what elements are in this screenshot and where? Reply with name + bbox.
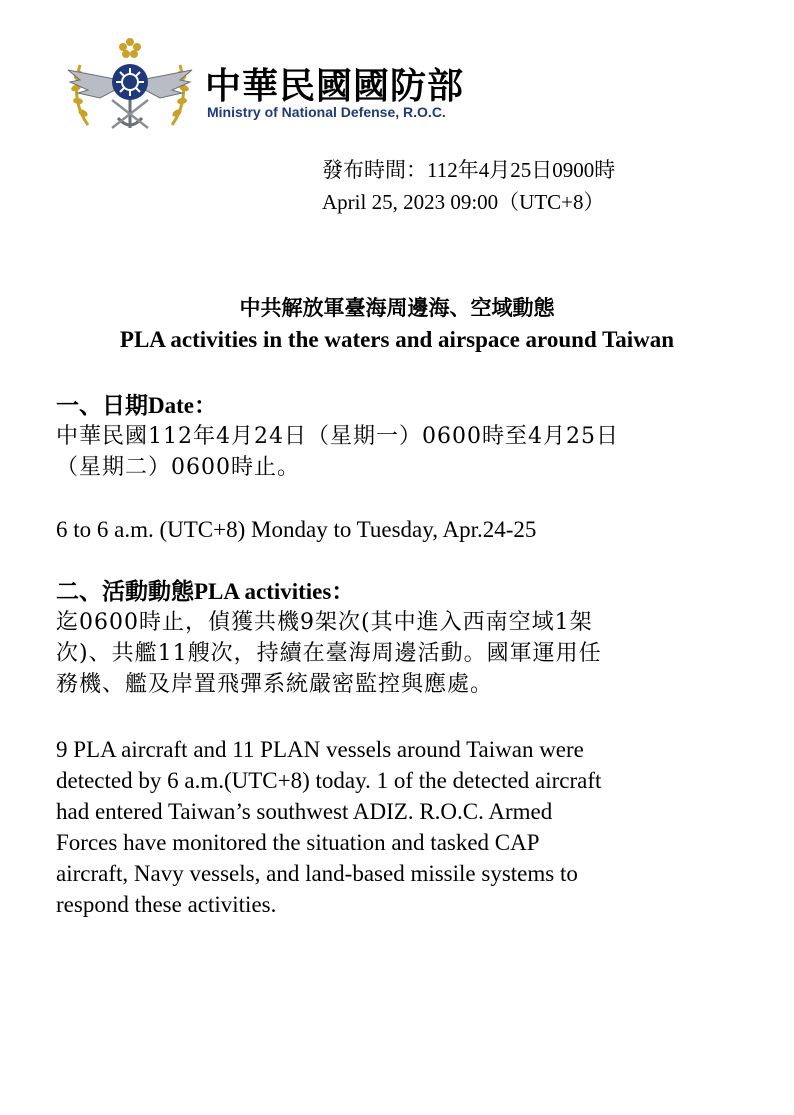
date-en-line: 6 to 6 a.m. (UTC+8) Monday to Tuesday, Apr.24-25: [56, 517, 537, 542]
date-section: [56, 390, 619, 483]
title-zh: 中共解放軍臺海周邊海、空域動態: [239, 295, 555, 320]
activity-en-line: 9 PLA aircraft and 11 PLAN vessels around Taiwan were: [56, 737, 584, 762]
activity-en: [56, 734, 601, 920]
date-heading: 一、日期Date：: [56, 393, 217, 418]
activity-section: [56, 576, 602, 700]
activity-en-line: respond these activities.: [56, 892, 277, 917]
activity-zh-line: 迄0600時止，偵獲共機9架次(其中進入西南空域1架: [56, 610, 593, 635]
release-time-zh: 發布時間：112年4月25日0900時: [322, 158, 616, 182]
activity-en-line: had entered Taiwan’s southwest ADIZ. R.O.C. Armed: [56, 799, 553, 824]
org-name-en: Ministry of National Defense, R.O.C.: [207, 104, 446, 120]
activity-en-line: aircraft, Navy vessels, and land-based missile systems to: [56, 861, 578, 886]
activity-zh-line: 務機、艦及岸置飛彈系統嚴密監控與應處。: [56, 672, 494, 697]
activity-zh-line: 次)、共艦11艘次，持續在臺海周邊活動。國軍運用任: [56, 641, 602, 666]
date-zh-line: 中華民國112年4月24日（星期一）0600時至4月25日: [56, 424, 619, 449]
date-zh-line: （星期二）0600時止。: [56, 455, 300, 480]
org-name-zh: 中華民國國防部: [205, 66, 465, 107]
page-title: [0, 292, 794, 356]
release-time: [322, 154, 615, 218]
activity-en-line: detected by 6 a.m.(UTC+8) today. 1 of the detected aircraft: [56, 768, 602, 793]
activity-en-line: Forces have monitored the situation and tasked CAP: [56, 830, 540, 855]
release-time-en: April 25, 2023 09:00（UTC+8）: [322, 190, 605, 214]
date-en: [56, 514, 536, 545]
mnd-emblem-logo: [60, 30, 200, 140]
activity-heading: 二、活動動態PLA activities：: [56, 579, 355, 604]
title-en: PLA activities in the waters and airspace around Taiwan: [119, 327, 675, 352]
